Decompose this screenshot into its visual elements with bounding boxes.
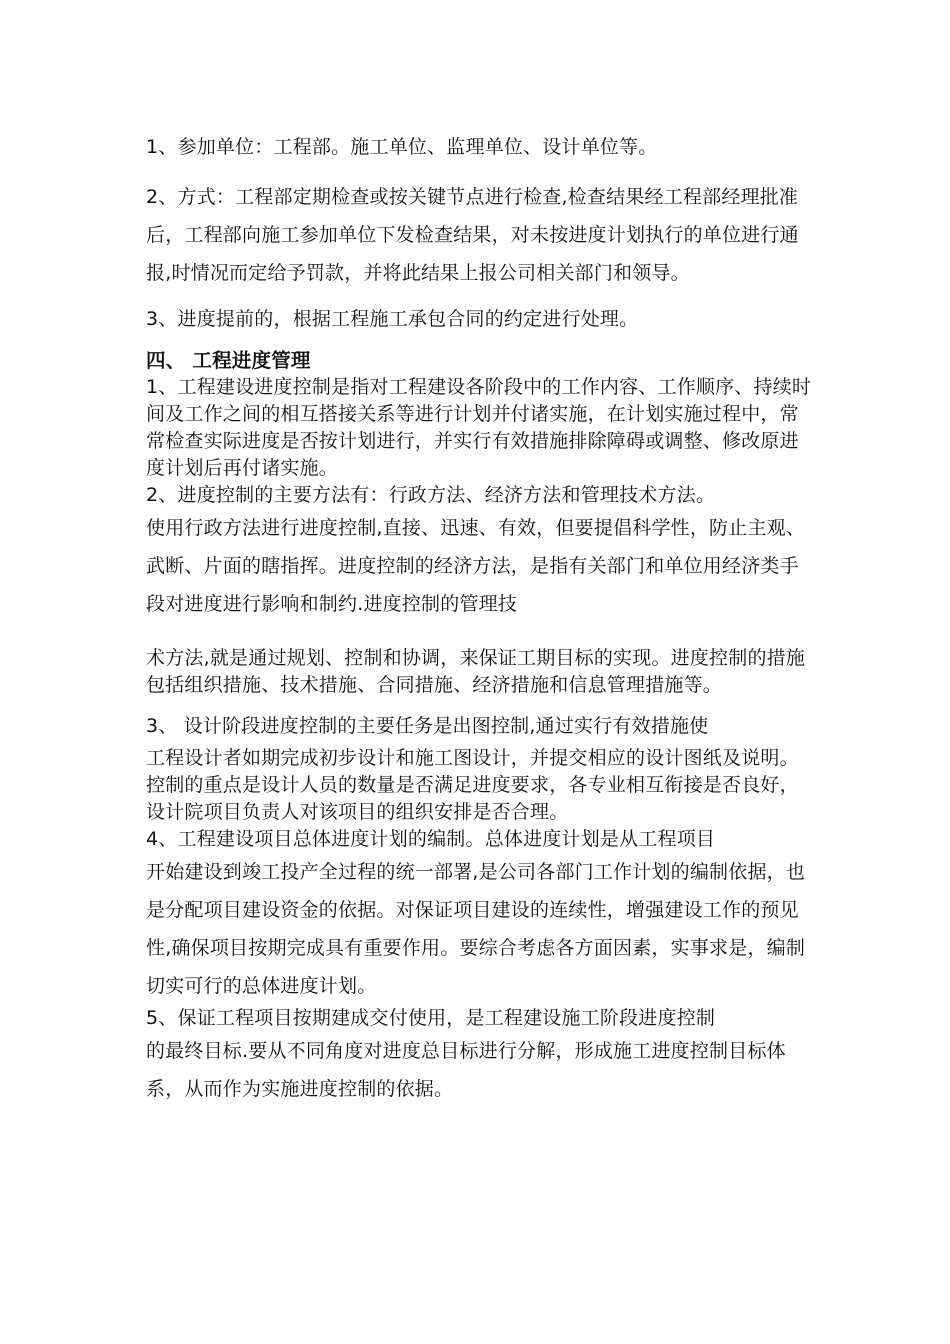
paragraph-final-goal-body: 的最终目标.要从不同角度对进度总目标进行分解，形成施工进度控制目标体系，从而作为实施进度控制的依据。: [146, 1040, 786, 1100]
paragraph-control-methods-intro: 2、进度控制的主要方法有：行政方法、经济方法和管理技术方法。: [146, 484, 716, 506]
paragraph-overall-plan-intro: 4、工程建设项目总体进度计划的编制。总体进度计划是从工程项目: [146, 828, 716, 850]
paragraph-progress-control: 1、工程建设进度控制是指对工程建设各阶段中的工作内容、工作顺序、持续时间及工作之间的相互搭接关系等进行计划并付诸实施，在计划实施过程中，常常检查实际进度是否按计划进行，并实行有效措施排除障碍或调整、修改原进度计划后再付诸实施。: [146, 376, 812, 479]
paragraph-overall-plan-body: 开始建设到竣工投产全过程的统一部署,是公司各部门工作计划的编制依据，也是分配项目建设资金的依据。对保证项目建设的连续性，增强建设工作的预见性,确保项目按期完成具有重要作用。要综合考虑各方面因素，实事求是，编制切实可行的总体进度计划。: [146, 861, 806, 997]
paragraph-design-stage-intro: 3、 设计阶段进度控制的主要任务是出图控制,通过实行有效措施使: [146, 715, 709, 737]
paragraph-design-stage-body: 工程设计者如期完成初步设计和施工图设计，并提交相应的设计图纸及说明。控制的重点是设计人员的数量是否满足进度要求，各专业相互衔接是否良好，设计院项目负责人对该项目的组织安排是否合理。: [146, 747, 799, 823]
paragraph-final-goal-intro: 5、保证工程项目按期建成交付使用，是工程建设施工阶段进度控制: [146, 1007, 716, 1029]
document-body: [146, 128, 816, 1108]
paragraph-ahead-of-schedule: 3、进度提前的，根据工程施工承包合同的约定进行处理。: [146, 308, 639, 330]
section-heading: 四、 工程进度管理: [146, 349, 311, 372]
paragraph-control-methods-cont: 术方法,就是通过规划、控制和协调，来保证工期目标的实现。进度控制的措施包括组织措施、技术措施、合同措施、经济措施和信息管理措施等。: [146, 647, 806, 696]
paragraph-control-methods-body: 使用行政方法进行进度控制,直接、迅速、有效，但要提倡科学性，防止主观、武断、片面的瞎指挥。进度控制的经济方法，是指有关部门和单位用经济类手段对进度进行影响和制约.进度控制的管理技: [146, 517, 806, 615]
paragraph-method: 2、方式：工程部定期检查或按关键节点进行检查,检查结果经工程部经理批准后，工程部向施工参加单位下发检查结果，对未按进度计划执行的单位进行通报,时情况而定给予罚款，并将此结果上报公司相关部门和领导。: [146, 186, 799, 284]
paragraph-participants: 1、参加单位：工程部。施工单位、监理单位、设计单位等。: [146, 136, 658, 158]
